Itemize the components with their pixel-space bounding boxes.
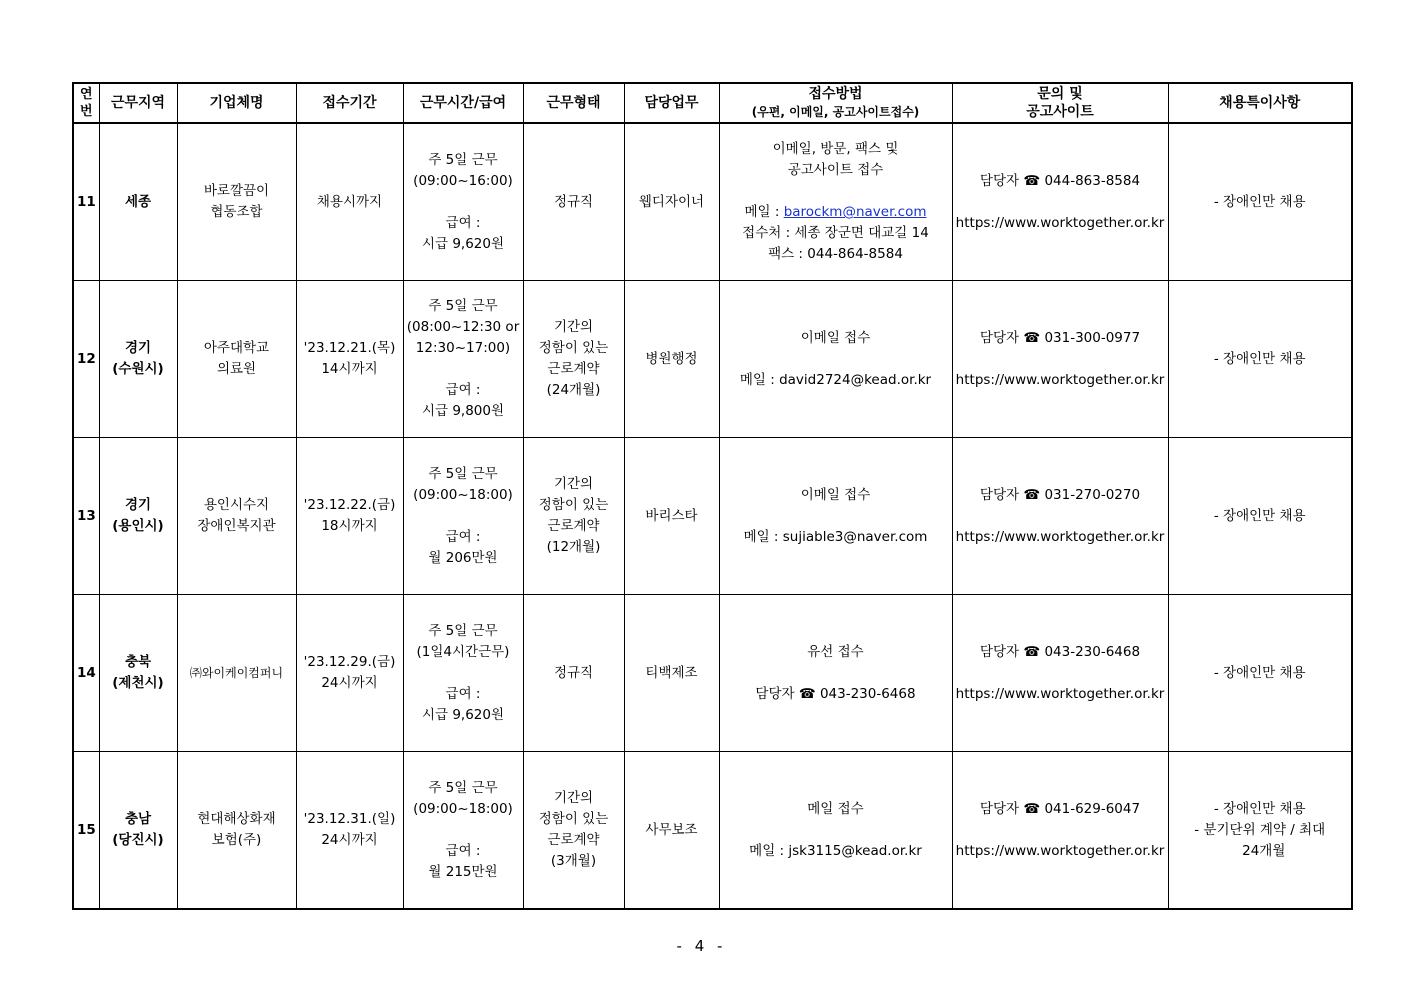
email-link[interactable]: barockm@naver.com (783, 204, 927, 220)
pay-line: 시급 9,620원 (421, 235, 505, 252)
contact-phone: 담당자 ☎ 041-629-6047 (979, 800, 1141, 817)
period-line: 채용시까지 (316, 193, 383, 210)
header-company: 기업체명 (177, 83, 296, 123)
hours-line: (09:00~18:00) (413, 800, 513, 817)
period-line: 24시까지 (321, 675, 378, 691)
method-line: 공고사이트 접수 (787, 162, 884, 178)
period-line: 24시까지 (321, 832, 378, 848)
contact-phone: 담당자 ☎ 043-230-6468 (979, 643, 1141, 660)
method-line: 메일 : sujiable3@naver.com (743, 528, 928, 545)
employment-type-line: 근로계약 (547, 518, 600, 534)
employment-type-line: 기간의 (553, 476, 594, 492)
duty-line: 사무보조 (645, 821, 698, 838)
notes-cell (1168, 595, 1352, 752)
spacer (956, 192, 1165, 213)
job-listing-table (72, 82, 1353, 910)
period-line: '23.12.22.(금) (303, 497, 396, 513)
method-line: 이메일 접수 (800, 486, 871, 503)
spacer (723, 663, 949, 684)
pay-line: 월 215만원 (428, 863, 498, 880)
notes-cell (1168, 123, 1352, 281)
region-line: 세종 (124, 193, 152, 210)
region-line: 충북 (124, 654, 152, 670)
note-line: - 분기단위 계약 / 최대 (1194, 821, 1326, 838)
hours-pay-cell (403, 281, 523, 438)
period-cell (296, 281, 403, 438)
employment-type-line: 기간의 (553, 319, 594, 335)
header-row (73, 83, 1352, 123)
header-type: 근무형태 (523, 83, 624, 123)
header-no-line1: 연 (79, 87, 93, 102)
period-line: '23.12.29.(금) (303, 654, 396, 670)
company-line: 바로깔끔이 (203, 183, 270, 199)
region-line: 충남 (124, 811, 152, 827)
region-line: 경기 (124, 340, 152, 356)
application-method-cell (719, 438, 952, 595)
duty-line: 웹디자이너 (638, 193, 705, 210)
pay-line: 급여 : (445, 685, 481, 702)
pay-line: 급여 : (445, 842, 481, 859)
region-cell (99, 752, 177, 910)
employment-type-line: 정규직 (553, 664, 594, 681)
employment-type-cell (523, 123, 624, 281)
hours-pay-cell (403, 123, 523, 281)
contact-cell (952, 281, 1168, 438)
region-cell (99, 123, 177, 281)
header-method-sub: (우편, 이메일, 공고사이트접수) (751, 105, 920, 119)
contact-phone: 담당자 ☎ 031-300-0977 (979, 329, 1141, 346)
email-line (723, 202, 949, 223)
spacer (723, 349, 949, 370)
table-row (73, 123, 1352, 281)
spacer (956, 820, 1165, 841)
period-cell (296, 752, 403, 910)
header-hours-pay: 근무시간/급여 (403, 83, 523, 123)
pay-line: 급여 : (445, 382, 481, 398)
employment-type-line: 근로계약 (547, 832, 600, 848)
header-period: 접수기간 (296, 83, 403, 123)
header-no-line2: 번 (79, 104, 93, 119)
region-line: 경기 (124, 497, 152, 513)
period-line: '23.12.31.(일) (303, 811, 396, 827)
company-cell (177, 123, 296, 281)
pay-line: 월 206만원 (428, 549, 498, 566)
contact-site-link[interactable]: https://www.worktogether.or.kr (955, 842, 1165, 859)
email-label: 메일 : (744, 204, 784, 220)
hours-pay-cell (403, 438, 523, 595)
hours-line: 주 5일 근무 (428, 779, 498, 796)
method-line: 메일 접수 (807, 800, 864, 817)
region-line: (수원시) (112, 361, 164, 377)
contact-site-link[interactable]: https://www.worktogether.or.kr (955, 685, 1165, 702)
contact-phone: 담당자 ☎ 044-863-8584 (979, 172, 1141, 189)
notes-cell (1168, 752, 1352, 910)
application-method-cell (719, 281, 952, 438)
company-line: ㈜와이케이컴퍼니 (189, 665, 284, 680)
notes-cell (1168, 281, 1352, 438)
row-number: 12 (73, 281, 99, 438)
application-method-cell (719, 752, 952, 910)
period-line: '23.12.21.(목) (303, 340, 396, 356)
hours-pay-cell (403, 595, 523, 752)
period-cell (296, 595, 403, 752)
method-line: 접수처 : 세종 장군면 대교길 14 (742, 225, 929, 241)
employment-type-cell (523, 752, 624, 910)
spacer (407, 663, 520, 684)
company-line: 현대해상화재 (197, 811, 276, 827)
contact-cell (952, 438, 1168, 595)
contact-cell (952, 123, 1168, 281)
application-method-cell (719, 595, 952, 752)
pay-line: 급여 : (445, 214, 481, 231)
hours-line: (1일4시간근무) (416, 643, 510, 660)
application-method-cell (719, 123, 952, 281)
region-line: (용인시) (112, 518, 164, 534)
region-cell (99, 438, 177, 595)
header-no (73, 83, 99, 123)
row-number: 13 (73, 438, 99, 595)
method-line: 메일 : jsk3115@kead.or.kr (749, 842, 922, 859)
company-cell (177, 595, 296, 752)
employment-type-line: 정함이 있는 (538, 340, 609, 356)
period-cell (296, 123, 403, 281)
header-contact-sub: 공고사이트 (1026, 104, 1094, 120)
note-line: 24개월 (1242, 842, 1286, 859)
hours-line: (09:00~18:00) (413, 486, 513, 503)
duty-cell (624, 281, 719, 438)
company-line: 용인시수지 (203, 497, 270, 513)
spacer (723, 506, 949, 527)
pay-line: 시급 9,800원 (421, 403, 505, 419)
company-line: 보험(주) (211, 832, 262, 848)
table-row (73, 281, 1352, 438)
spacer (723, 181, 949, 202)
header-contact (952, 83, 1168, 123)
notes-cell (1168, 438, 1352, 595)
method-line: 팩스 : 044-864-8584 (768, 246, 903, 262)
region-cell (99, 281, 177, 438)
hours-line: 12:30~17:00) (415, 340, 511, 356)
spacer (956, 349, 1165, 370)
region-line: (제천시) (112, 675, 164, 691)
employment-type-line: 근로계약 (547, 361, 600, 377)
contact-cell (952, 752, 1168, 910)
row-number: 14 (73, 595, 99, 752)
company-cell (177, 438, 296, 595)
duty-cell (624, 595, 719, 752)
pay-line: 급여 : (445, 528, 481, 545)
method-line: 담당자 ☎ 043-230-6468 (755, 685, 916, 702)
region-cell (99, 595, 177, 752)
employment-type-cell (523, 595, 624, 752)
header-notes: 채용특이사항 (1168, 83, 1352, 123)
hours-line: 주 5일 근무 (428, 151, 498, 168)
note-line: - 장애인만 채용 (1213, 193, 1306, 210)
contact-site-link[interactable]: https://www.worktogether.or.kr (955, 214, 1165, 231)
table-row (73, 595, 1352, 752)
company-line: 의료원 (216, 361, 257, 377)
period-line: 18시까지 (321, 518, 378, 534)
spacer (407, 820, 520, 841)
duty-line: 티백제조 (645, 664, 698, 681)
duty-cell (624, 123, 719, 281)
method-line: 메일 : david2724@kead.or.kr (739, 371, 932, 388)
period-cell (296, 438, 403, 595)
duty-line: 바리스타 (645, 507, 698, 524)
contact-phone: 담당자 ☎ 031-270-0270 (979, 486, 1141, 503)
method-line: 이메일, 방문, 팩스 및 (772, 141, 899, 157)
spacer (407, 506, 520, 527)
row-number: 11 (73, 123, 99, 281)
note-line: - 장애인만 채용 (1213, 350, 1306, 367)
contact-cell (952, 595, 1168, 752)
page-number: - 4 - (676, 937, 727, 955)
hours-line: 주 5일 근무 (428, 465, 498, 482)
table-row (73, 438, 1352, 595)
employment-type-line: 정규직 (553, 193, 594, 210)
hours-line: (08:00~12:30 or (406, 319, 520, 335)
hours-line: 주 5일 근무 (428, 298, 498, 314)
employment-type-line: (24개월) (546, 382, 601, 398)
spacer (956, 663, 1165, 684)
region-line: (당진시) (112, 832, 164, 848)
duty-cell (624, 752, 719, 910)
spacer (407, 192, 520, 213)
employment-type-cell (523, 438, 624, 595)
hours-line: 주 5일 근무 (428, 622, 498, 639)
hours-line: (09:00~16:00) (413, 172, 513, 189)
spacer (723, 820, 949, 841)
period-line: 14시까지 (321, 361, 378, 377)
employment-type-line: 정함이 있는 (538, 811, 609, 827)
contact-site-link[interactable]: https://www.worktogether.or.kr (955, 371, 1165, 388)
note-line: - 장애인만 채용 (1213, 800, 1306, 817)
hours-pay-cell (403, 752, 523, 910)
duty-cell (624, 438, 719, 595)
employment-type-cell (523, 281, 624, 438)
company-cell (177, 752, 296, 910)
duty-line: 병원행정 (645, 350, 698, 367)
company-line: 협동조합 (210, 204, 263, 220)
header-contact-main: 문의 및 (1037, 86, 1083, 102)
company-line: 장애인복지관 (197, 518, 276, 534)
method-line: 이메일 접수 (800, 329, 871, 346)
method-line: 유선 접수 (807, 643, 864, 660)
spacer (956, 506, 1165, 527)
company-line: 아주대학교 (203, 340, 270, 356)
spacer (407, 359, 520, 380)
note-line: - 장애인만 채용 (1213, 664, 1306, 681)
pay-line: 시급 9,620원 (421, 706, 505, 723)
header-region: 근무지역 (99, 83, 177, 123)
header-method (719, 83, 952, 123)
employment-type-line: 정함이 있는 (538, 497, 609, 513)
header-method-main: 접수방법 (808, 86, 863, 102)
contact-site-link[interactable]: https://www.worktogether.or.kr (955, 528, 1165, 545)
note-line: - 장애인만 채용 (1213, 507, 1306, 524)
employment-type-line: 기간의 (553, 790, 594, 806)
company-cell (177, 281, 296, 438)
table-row (73, 752, 1352, 910)
row-number: 15 (73, 752, 99, 910)
header-duty: 담당업무 (624, 83, 719, 123)
employment-type-line: (12개월) (546, 539, 601, 555)
employment-type-line: (3개월) (550, 853, 597, 869)
